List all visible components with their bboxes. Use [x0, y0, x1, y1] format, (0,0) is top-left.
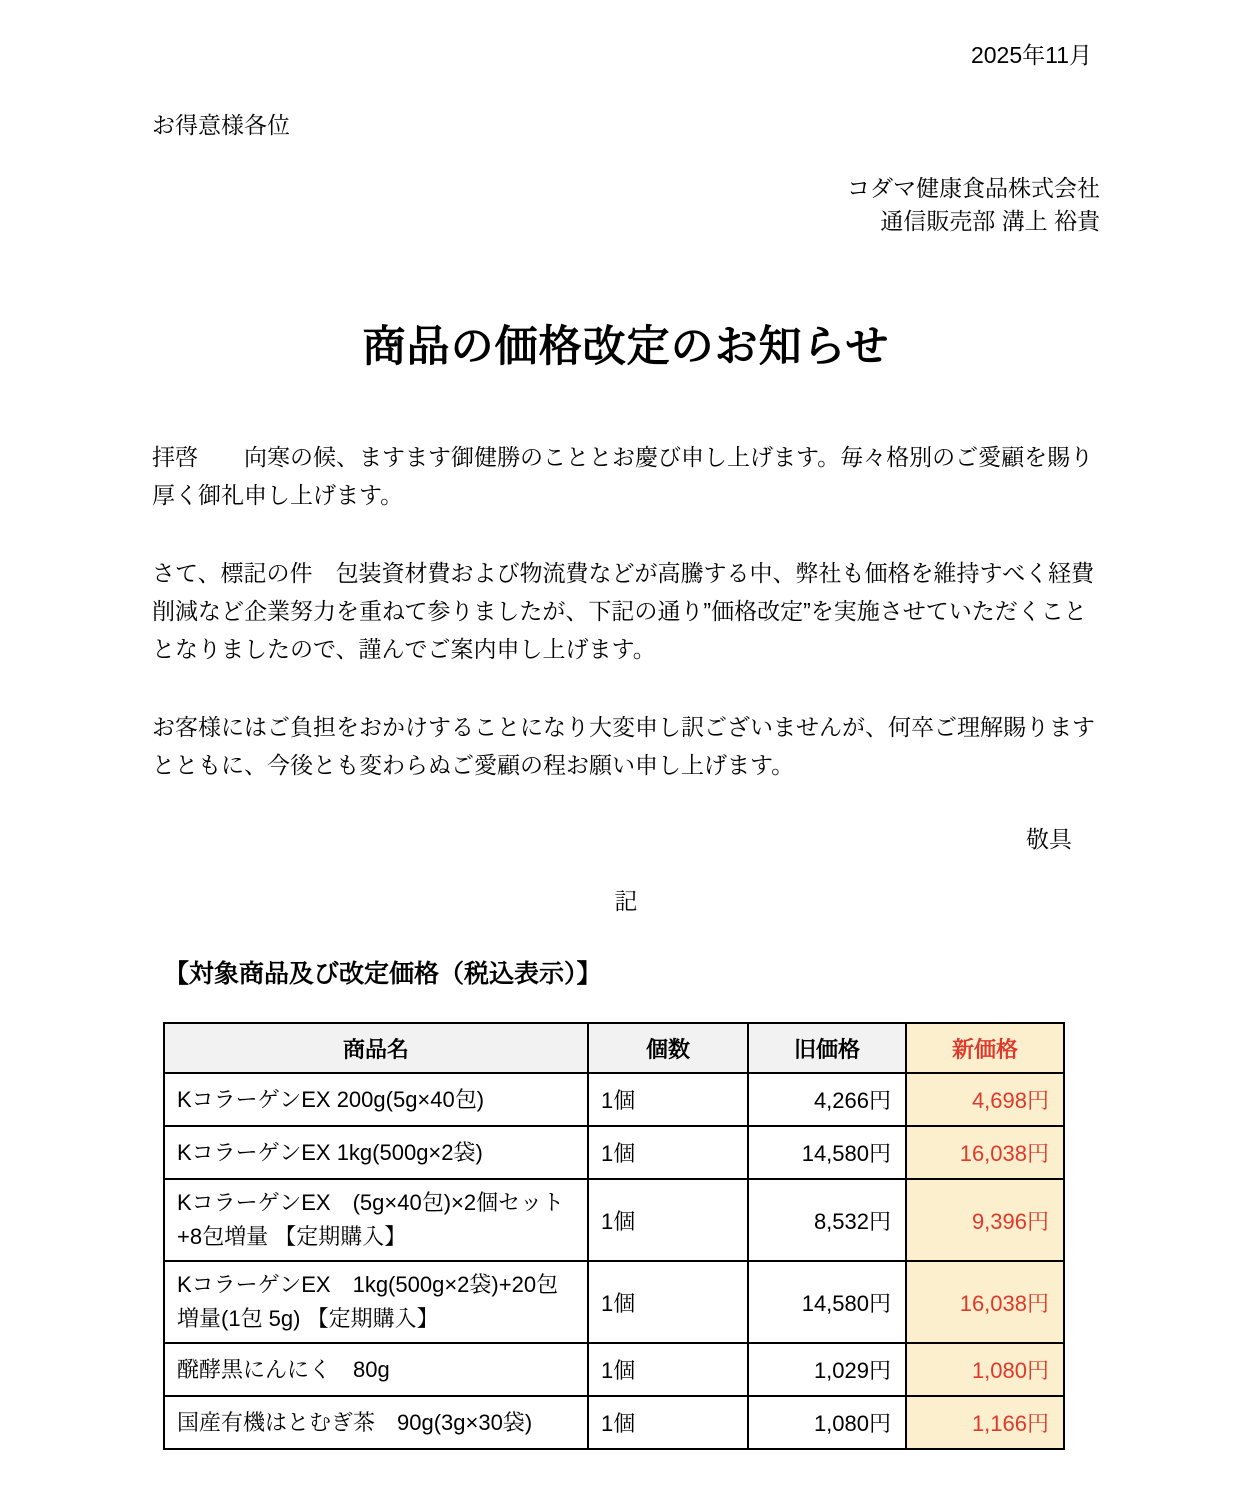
new-price-cell: 1,080円: [906, 1343, 1064, 1396]
price-table-header-row: [164, 1023, 1064, 1073]
product-name-cell: 醗酵黒にんにく 80g: [164, 1343, 588, 1396]
price-table-body: [164, 1073, 1064, 1449]
column-header-quantity: 個数: [588, 1023, 748, 1073]
product-name-cell: KコラーゲンEX 200g(5g×40包): [164, 1073, 588, 1126]
column-header-old-price: 旧価格: [748, 1023, 906, 1073]
sender-person: 通信販売部 溝上 裕貴: [880, 208, 1100, 234]
product-name-cell: KコラーゲンEX 1kg(500g×2袋)+20包増量(1包 5g) 【定期購入】: [164, 1261, 588, 1343]
table-row: [164, 1343, 1064, 1396]
sender-block: [152, 172, 1100, 238]
column-header-product-name: 商品名: [164, 1023, 588, 1073]
letter-body: [152, 438, 1100, 784]
body-paragraph-apology: お客様にはご負担をおかけすることになり大変申し訳ございませんが、何卒ご理解賜りますとともに、今後とも変わらぬご愛顧の程お願い申し上げます。: [152, 714, 1095, 778]
quantity-cell: 1個: [588, 1179, 748, 1261]
body-paragraph-announcement: さて、標記の件 包装資材費および物流費などが高騰する中、弊社も価格を維持すべく経費削減など企業努力を重ねて参りましたが、下記の通り”価格改定”を実施させていただくこととなりましたので、謹んでご案内申し上げます。: [152, 560, 1095, 662]
new-price-cell: 16,038円: [906, 1261, 1064, 1343]
sender-company: コダマ健康食品株式会社: [847, 175, 1100, 201]
old-price-cell: 14,580円: [748, 1126, 906, 1179]
column-header-new-price: 新価格: [906, 1023, 1064, 1073]
new-price-cell: 9,396円: [906, 1179, 1064, 1261]
closing-word: 敬具: [1026, 826, 1072, 852]
old-price-cell: 14,580円: [748, 1261, 906, 1343]
new-price-cell: 16,038円: [906, 1126, 1064, 1179]
quantity-cell: 1個: [588, 1126, 748, 1179]
quantity-cell: 1個: [588, 1073, 748, 1126]
table-row: [164, 1073, 1064, 1126]
price-table-section-header: 【対象商品及び改定価格（税込表示）】: [164, 960, 602, 988]
old-price-cell: 8,532円: [748, 1179, 906, 1261]
document-date: 2025年11月: [970, 42, 1092, 68]
old-price-cell: 1,080円: [748, 1396, 906, 1449]
table-row: [164, 1261, 1064, 1343]
product-name-cell: 国産有機はとむぎ茶 90g(3g×30袋): [164, 1396, 588, 1449]
table-row: [164, 1179, 1064, 1261]
recipient-line: お得意様各位: [152, 112, 290, 138]
product-name-cell: KコラーゲンEX 1kg(500g×2袋): [164, 1126, 588, 1179]
new-price-cell: 1,166円: [906, 1396, 1064, 1449]
old-price-cell: 4,266円: [748, 1073, 906, 1126]
new-price-cell: 4,698円: [906, 1073, 1064, 1126]
document-title: 商品の価格改定のお知らせ: [362, 323, 890, 371]
quantity-cell: 1個: [588, 1261, 748, 1343]
product-name-cell: KコラーゲンEX (5g×40包)×2個セット+8包増量 【定期購入】: [164, 1179, 588, 1261]
price-table-header: [164, 1023, 1064, 1073]
quantity-cell: 1個: [588, 1396, 748, 1449]
notation-mark: 記: [614, 888, 638, 914]
old-price-cell: 1,029円: [748, 1343, 906, 1396]
body-paragraph-greeting: 拝啓 向寒の候、ますます御健勝のこととお慶び申し上げます。毎々格別のご愛顧を賜り厚く御礼申し上げます。: [152, 444, 1094, 508]
table-row: [164, 1396, 1064, 1449]
price-table: [163, 1022, 1065, 1450]
table-row: [164, 1126, 1064, 1179]
quantity-cell: 1個: [588, 1343, 748, 1396]
